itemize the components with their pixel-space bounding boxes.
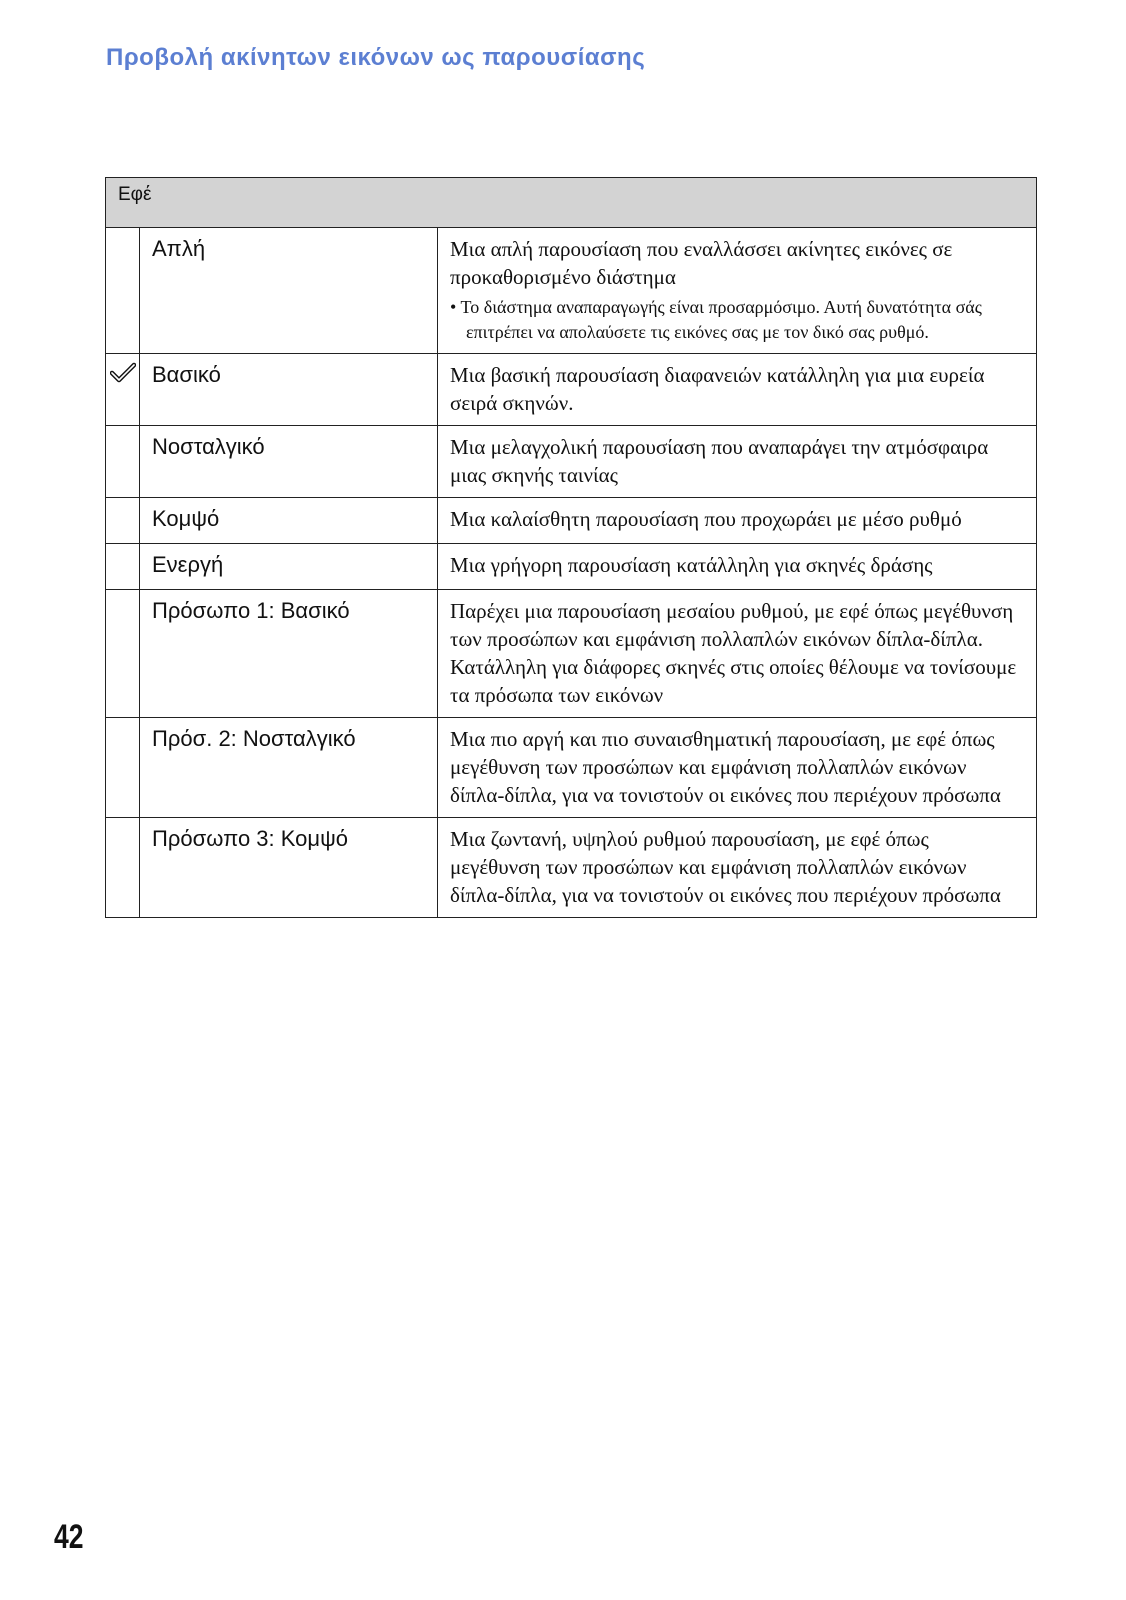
effect-name: Πρόσωπο 1: Βασικό [140,590,438,718]
table-row [106,590,1037,718]
effect-description: Μια μελαγχολική παρουσίαση που αναπαράγει την ατμόσφαιρα μιας σκηνής ταινίας [438,426,1037,498]
effect-name: Ενεργή [140,544,438,590]
checkmark-icon [110,362,136,384]
effect-name: Πρόσωπο 3: Κομψό [140,818,438,918]
page-title: Προβολή ακίνητων εικόνων ως παρουσίασης [106,44,646,71]
default-mark-cell [106,818,140,918]
effect-name: Βασικό [140,354,438,426]
table-row [106,818,1037,918]
effect-description: Μια βασική παρουσίαση διαφανειών κατάλληλη για μια ευρεία σειρά σκηνών. [438,354,1037,426]
table-row [106,228,1037,354]
effect-description: Μια πιο αργή και πιο συναισθηματική παρουσίαση, με εφέ όπως μεγέθυνση των προσώπων και εμφάνιση πολλαπλών εικόνων δίπλα-δίπλα, για να τονιστούν οι εικόνες που περιέχουν πρόσωπα [438,718,1037,818]
default-mark-cell [106,544,140,590]
effect-note: • Το διάστημα αναπαραγωγής είναι προσαρμόσιμο. Αυτή δυνατότητα σάς επιτρέπει να απολαύσετε τις εικόνες σας με τον δικό σας ρυθμό. [450,297,982,342]
table-row [106,718,1037,818]
default-mark-cell [106,590,140,718]
page-number: 42 [54,1518,84,1556]
table-row [106,426,1037,498]
effect-description: Παρέχει μια παρουσίαση μεσαίου ρυθμού, με εφέ όπως μεγέθυνση των προσώπων και εμφάνιση πολλαπλών εικόνων δίπλα-δίπλα. Κατάλληλη για διάφορες σκηνές στις οποίες θέλουμε να τονίσουμε τα πρόσωπα των εικόνων [438,590,1037,718]
table-row [106,544,1037,590]
effect-name: Πρόσ. 2: Νοσταλγικό [140,718,438,818]
default-mark-cell [106,718,140,818]
effect-description: Μια ζωντανή, υψηλού ρυθμού παρουσίαση, με εφέ όπως μεγέθυνση των προσώπων και εμφάνιση πολλαπλών εικόνων δίπλα-δίπλα, για να τονιστούν οι εικόνες που περιέχουν πρόσωπα [438,818,1037,918]
table-header-row [106,178,1037,228]
effect-description [438,228,1037,354]
effect-description: Μια καλαίσθητη παρουσίαση που προχωράει με μέσο ρυθμό [438,498,1037,544]
default-mark-cell [106,354,140,426]
effect-name: Κομψό [140,498,438,544]
table-row [106,498,1037,544]
effect-description: Μια γρήγορη παρουσίαση κατάλληλη για σκηνές δράσης [438,544,1037,590]
default-mark-cell [106,426,140,498]
default-mark-cell [106,498,140,544]
default-mark-cell [106,228,140,354]
table-header-label: Εφέ [106,178,1037,228]
effect-name: Νοσταλγικό [140,426,438,498]
effect-description-text: Μια απλή παρουσίαση που εναλλάσσει ακίνητες εικόνες σε προκαθορισμένο διάστημα [450,237,953,289]
table-row [106,354,1037,426]
effect-name: Απλή [140,228,438,354]
effects-table [105,177,1037,918]
